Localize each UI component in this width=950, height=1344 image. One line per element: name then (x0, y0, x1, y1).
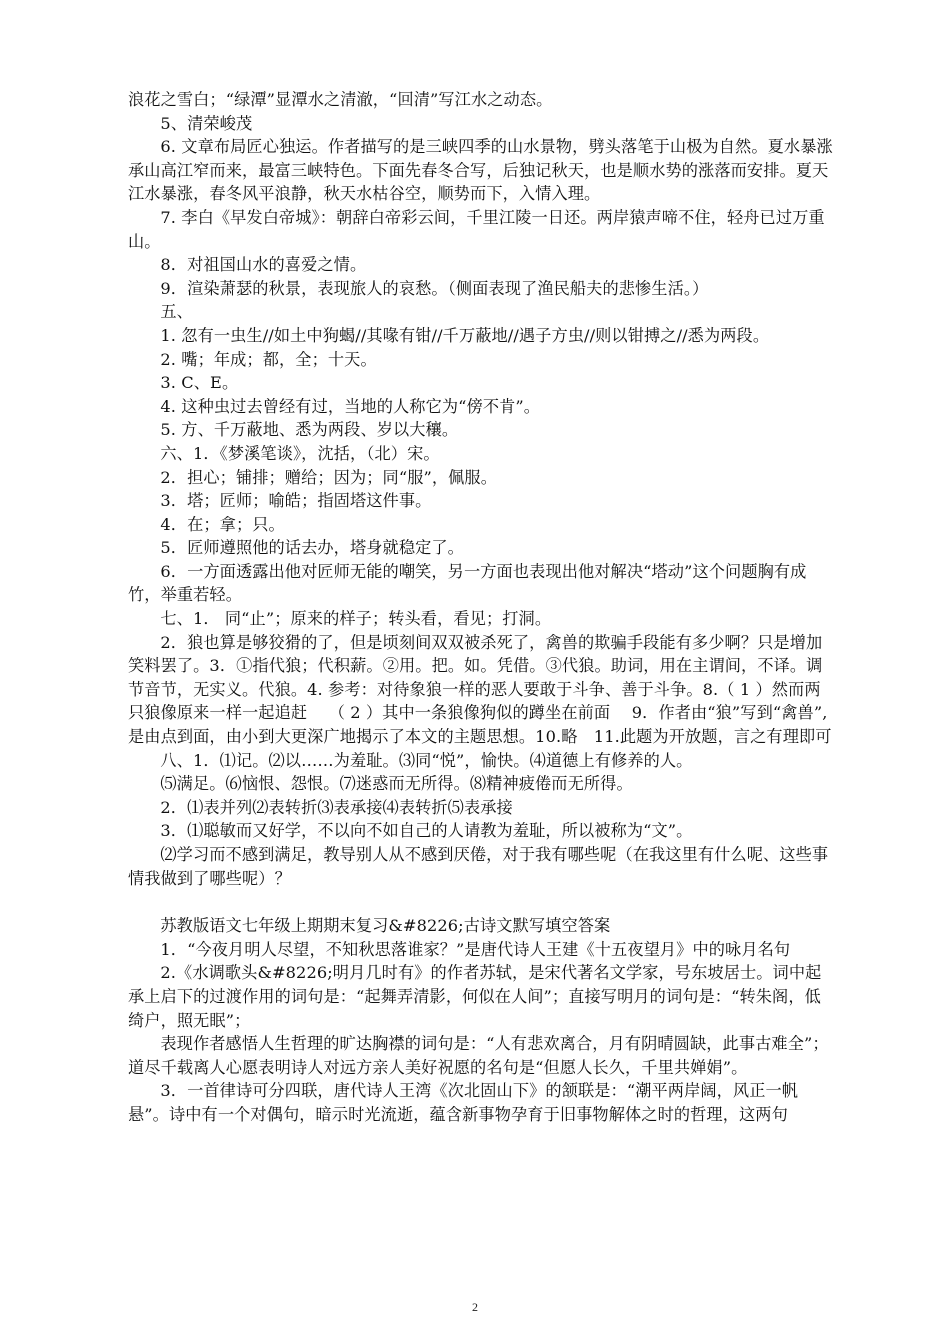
text-line: 3．一首律诗可分四联，唐代诗人王湾《次北固山下》的颔联是：“潮平两岸阔，风正一帆悬”。诗中有一个对偶句，暗示时光流逝，蕴含新事物孕育于旧事物解体之时的哲理，这两句 (128, 1081, 799, 1124)
text-line: 1. 忽有一虫生//如土中狗蝎//其喙有钳//千万蔽地//遇子方虫//则以钳搏之//悉为两段。 (160, 325, 770, 345)
text-line: 3．塔；匠师；喻皓；指固塔这件事。 (160, 491, 432, 511)
answer-block (128, 88, 836, 890)
paragraph-gap (128, 890, 836, 914)
text-line: 6. 文章布局匠心独运。作者描写的是三峡四季的山水景物，劈头落笔于山极为自然。夏水暴涨承山高江窄而来，最富三峡特色。下面先春冬合写，后独记秋天，也是顺水势的涨落而安排。夏天江水暴涨，春冬风平浪静，秋天水枯谷空，顺势而下，入情入理。 (128, 137, 833, 204)
text-line: 八、1．⑴记。⑵以……为羞耻。⑶同“悦”，愉快。⑷道德上有修养的人。 (160, 750, 693, 770)
text-line: 2．狼也算是够狡猾的了，但是顷刻间双双被杀死了，禽兽的欺骗手段能有多少啊？只是增加笑料罢了。3．①指代狼；代积薪。②用。把。如。凭借。③代狼。助词，用在主谓间，不译。调节音节，无实义。代狼。4. 参考：对待象狼一样的恶人要敢于斗争、善于斗争。8.（ 1 ）然而两只狼像原来一样一起追赶 （ 2 ）其中一条狼像狗似的蹲坐在前面 9．作者由“狼”写到“禽兽”,是由点到面，由小到大更深广地揭示了本文的主题思想。10.略 11.此题为开放题，言之有理即可 (128, 632, 832, 747)
text-line: 五、 (160, 302, 193, 322)
text-line: 七、1． 同“止”；原来的样子；转头看，看见；打洞。 (160, 609, 552, 629)
text-line: 6．一方面透露出他对匠师无能的嘲笑，另一方面也表现出他对解决“塔动”这个问题胸有成竹，举重若轻。 (128, 561, 807, 605)
text-line: 5、清荣峻茂 (160, 113, 253, 133)
text-line: 浪花之雪白；“绿潭”显潭水之清澈，“回清”写江水之动态。 (128, 90, 553, 109)
text-line: ⑵学习而不感到满足，教导别人从不感到厌倦，对于我有哪些呢（在我这里有什么呢、这些事情我做到了哪些呢）？ (128, 845, 829, 888)
page-number: 2 (472, 1300, 478, 1314)
text-line: 5．匠师遵照他的话去办，塔身就稳定了。 (160, 538, 464, 558)
document-body (128, 88, 836, 1127)
text-line: 表现作者感悟人生哲理的旷达胸襟的词句是：“人有悲欢离合，月有阴晴圆缺，此事古难全”；道尽千载离人心愿表明诗人对远方亲人美好祝愿的名句是“但愿人长久，千里共婵娟”。 (128, 1034, 829, 1077)
text-line: 2.《水调歌头&#8226;明月几时有》的作者苏轼，是宋代著名文学家，号东坡居士。词中起承上启下的过渡作用的词句是：“起舞弄清影，何似在人间”；直接写明月的词句是：“转朱阁，低绮户，照无眠”； (128, 963, 822, 1030)
text-line: 9．渲染萧瑟的秋景，表现旅人的哀愁。（侧面表现了渔民船夫的悲惨生活。） (160, 278, 709, 298)
poetry-answer-block (128, 938, 836, 1127)
text-line: 3. C、E。 (160, 373, 239, 393)
text-line: 2. 嘴；年成；都，全；十天。 (160, 349, 377, 369)
text-line: 2．担心；铺排；赠给；因为；同“服”，佩服。 (160, 467, 498, 487)
text-line: 8．对祖国山水的喜爱之情。 (160, 255, 367, 275)
text-line: 7. 李白《早发白帝城》：朝辞白帝彩云间，千里江陵一日还。两岸猿声啼不住，轻舟已过万重山。 (128, 207, 825, 251)
text-line: 3．⑴聪敏而又好学，不以向不如自己的人请教为羞耻，所以被称为“文”。 (160, 821, 693, 841)
text-line: 5. 方、千万蔽地、悉为两段、岁以大穰。 (160, 420, 459, 440)
text-line: ⑸满足。⑹恼恨、怨恨。⑺迷惑而无所得。⑻精神疲倦而无所得。 (160, 774, 633, 794)
text-line: 4．在；拿；只。 (160, 514, 285, 534)
section-heading: 苏教版语文七年级上期期末复习&#8226;古诗文默写填空答案 (160, 916, 611, 936)
text-line: 1．“今夜月明人尽望，不知秋思落谁家？”是唐代诗人王建《十五夜望月》中的咏月名句 (160, 939, 791, 959)
text-line: 2．⑴表并列⑵表转折⑶表承接⑷表转折⑸表承接 (160, 797, 513, 817)
text-line: 4. 这种虫过去曾经有过，当地的人称它为“傍不肯”。 (160, 396, 541, 416)
text-line: 六、1．《梦溪笔谈》，沈括，（北）宋。 (160, 443, 440, 463)
